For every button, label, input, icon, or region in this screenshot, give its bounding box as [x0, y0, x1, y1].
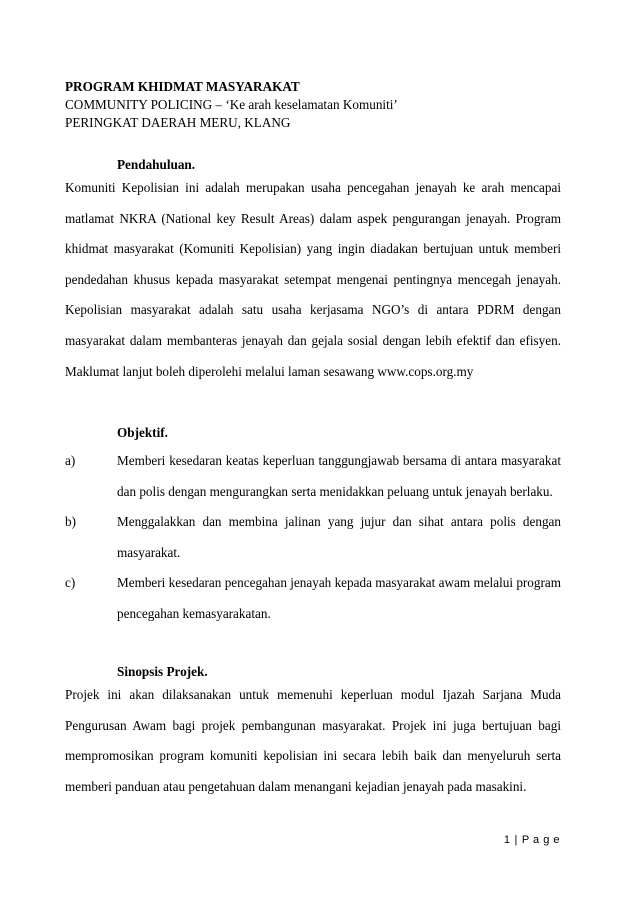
text-line: Memberi kesedaran keatas keperluan tanggungjawab bersama di antara masyarakat: [117, 453, 561, 468]
list-marker: c): [65, 575, 76, 590]
text-line: pencegahan kemasyarakatan.: [117, 605, 271, 621]
paragraph-sinopsis: [65, 680, 561, 802]
footer-separator: |: [514, 834, 518, 846]
list-marker: b): [65, 514, 76, 529]
text-line: Maklumat lanjut boleh diperolehi melalui laman sesawang www.cops.org.my: [65, 363, 474, 379]
text-line: Kepolisian masyarakat adalah satu usaha kerjasama NGO’s di antara PDRM dengan: [65, 302, 561, 318]
text-line: Projek ini akan dilaksanakan untuk memenuhi keperluan modul Ijazah Sarjana Muda: [65, 687, 561, 702]
list-item-text: [117, 507, 561, 568]
text-line: Pengurusan Awam bagi projek pembangunan masyarakat. Projek ini juga bertujuan bagi: [65, 717, 561, 733]
list-item-text: [117, 568, 561, 629]
text-line: dan polis dengan mengurangkan serta menidakkan peluang untuk jenayah berlaku.: [117, 483, 553, 499]
text-line: pendedahan khusus kepada masyarakat setempat mengenai pentingnya mencegah jenayah.: [65, 271, 561, 287]
paragraph-pendahuluan: [65, 173, 561, 387]
page-number: 1: [503, 834, 511, 846]
text-line: masyarakat.: [117, 544, 181, 560]
document-subtitle: COMMUNITY POLICING – ‘Ke arah keselamatan Komuniti’: [65, 97, 398, 112]
page-label: P a g e: [521, 834, 560, 846]
text-line: memberi panduan atau pengetahuan dalam menangani kejadian jenayah pada masakini.: [65, 778, 527, 794]
text-line: Komuniti Kepolisian ini adalah merupakan usaha pencegahan jenayah ke arah mencapai: [65, 180, 561, 195]
section-heading-objektif: Objektif.: [117, 425, 168, 440]
section-heading-sinopsis: Sinopsis Projek.: [117, 664, 208, 679]
text-line: matlamat NKRA (National key Result Areas) dalam aspek pengurangan jenayah. Program: [65, 210, 561, 226]
text-line: mempromosikan program komuniti kepolisian ini secara lebih baik dan menyeluruh serta: [65, 748, 561, 764]
document-title: PROGRAM KHIDMAT MASYARAKAT: [65, 79, 300, 94]
text-line: Memberi kesedaran pencegahan jenayah kepada masyarakat awam melalui program: [117, 575, 561, 590]
list-item-text: [117, 446, 561, 507]
text-line: Menggalakkan dan membina jalinan yang jujur dan sihat antara polis dengan: [117, 514, 561, 529]
list-marker: a): [65, 453, 76, 468]
text-line: khidmat masyarakat (Komuniti Kepolisian) yang ingin diadakan bertujuan untuk memberi: [65, 241, 561, 257]
text-line: masyarakat dalam membanteras jenayah dan gejala sosial dengan lebih efektif dan efisyen.: [65, 332, 561, 348]
document-location: PERINGKAT DAERAH MERU, KLANG: [65, 115, 291, 130]
page-footer: [504, 834, 560, 846]
section-heading-pendahuluan: Pendahuluan.: [117, 157, 196, 172]
